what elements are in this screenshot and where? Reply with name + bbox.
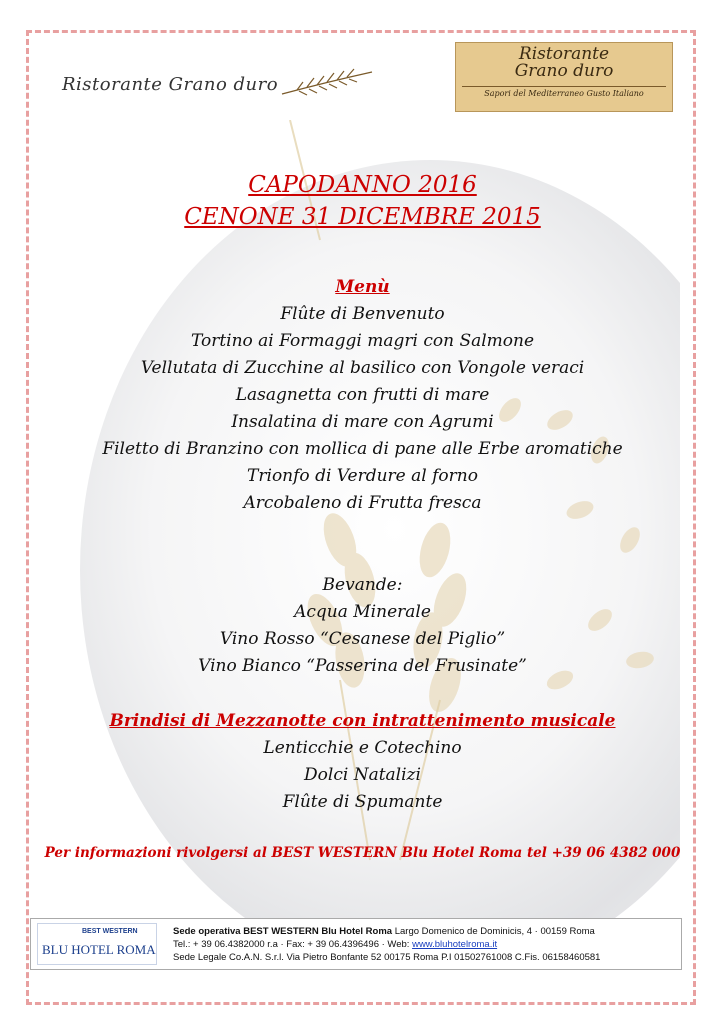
hotel-logo [37, 923, 157, 965]
toast-item: Flûte di Spumante [282, 792, 443, 812]
event-subtitle: CENONE 31 DICEMBRE 2015 [184, 204, 541, 230]
event-title: CAPODANNO 2016 [248, 172, 477, 198]
menu-item: Arcobaleno di Frutta fresca [243, 493, 482, 513]
badge-line-1: Ristorante [518, 44, 610, 64]
restaurant-badge [455, 42, 673, 112]
wheat-icon [277, 64, 377, 104]
footer-line-3: Sede Legale Co.A.N. S.r.l. Via Pietro Bonfante 52 00175 Roma P.I 01502761008 C.Fis. 06158460581 [173, 952, 601, 963]
footer-line-1-rest: Largo Domenico de Dominicis, 4 · 00159 Roma [392, 926, 595, 937]
toast-item: Lenticchie e Cotechino [263, 738, 462, 758]
footer-line-2-text: Tel.: + 39 06.4382000 r.a · Fax: + 39 06.4396496 · Web: [173, 939, 413, 950]
footer-line-1 [173, 925, 600, 938]
menu-heading: Menù [335, 277, 390, 297]
menu-item: Insalatina di mare con Agrumi [231, 412, 494, 432]
drink-item: Acqua Minerale [294, 602, 431, 622]
toast-section [0, 708, 725, 816]
footer-line-2 [173, 938, 600, 951]
hotel-logo-bottom: BLU HOTEL ROMA [42, 942, 156, 957]
footer-line-1-bold: Sede operativa BEST WESTERN Blu Hotel Roma [173, 926, 393, 937]
footer-address [173, 925, 600, 964]
drinks-heading: Bevande: [322, 575, 403, 595]
hotel-logo-top: BEST WESTERN [82, 928, 138, 935]
website-link[interactable]: www.bluhotelroma.it [412, 939, 498, 950]
toast-heading: Brindisi di Mezzanotte con intrattenimento musicale [109, 711, 616, 731]
menu-section [0, 274, 725, 517]
menu-item: Lasagnetta con frutti di mare [235, 385, 490, 405]
menu-item: Filetto di Branzino con mollica di pane alle Erbe aromatiche [102, 439, 623, 459]
drink-item: Vino Bianco “Passerina del Frusinate” [198, 656, 527, 676]
menu-item: Flûte di Benvenuto [280, 304, 445, 324]
restaurant-logo-text [62, 62, 342, 112]
drinks-section [0, 572, 725, 680]
contact-info: Per informazioni rivolgersi al BEST WESTERN Blu Hotel Roma tel +39 06 4382 000 [44, 845, 681, 861]
toast-item: Dolci Natalizi [304, 765, 421, 785]
drink-item: Vino Rosso “Cesanese del Piglio” [219, 629, 506, 649]
badge-tagline: Sapori del Mediterraneo Gusto Italiano [462, 86, 666, 98]
menu-item: Vellutata di Zucchine al basilico con Vongole veraci [140, 358, 585, 378]
menu-item: Trionfo di Verdure al forno [247, 466, 478, 486]
logo-text: Ristorante Grano duro [62, 74, 279, 95]
footer [30, 918, 682, 970]
badge-line-2: Grano duro [514, 61, 614, 81]
menu-item: Tortino ai Formaggi magri con Salmone [190, 331, 535, 351]
